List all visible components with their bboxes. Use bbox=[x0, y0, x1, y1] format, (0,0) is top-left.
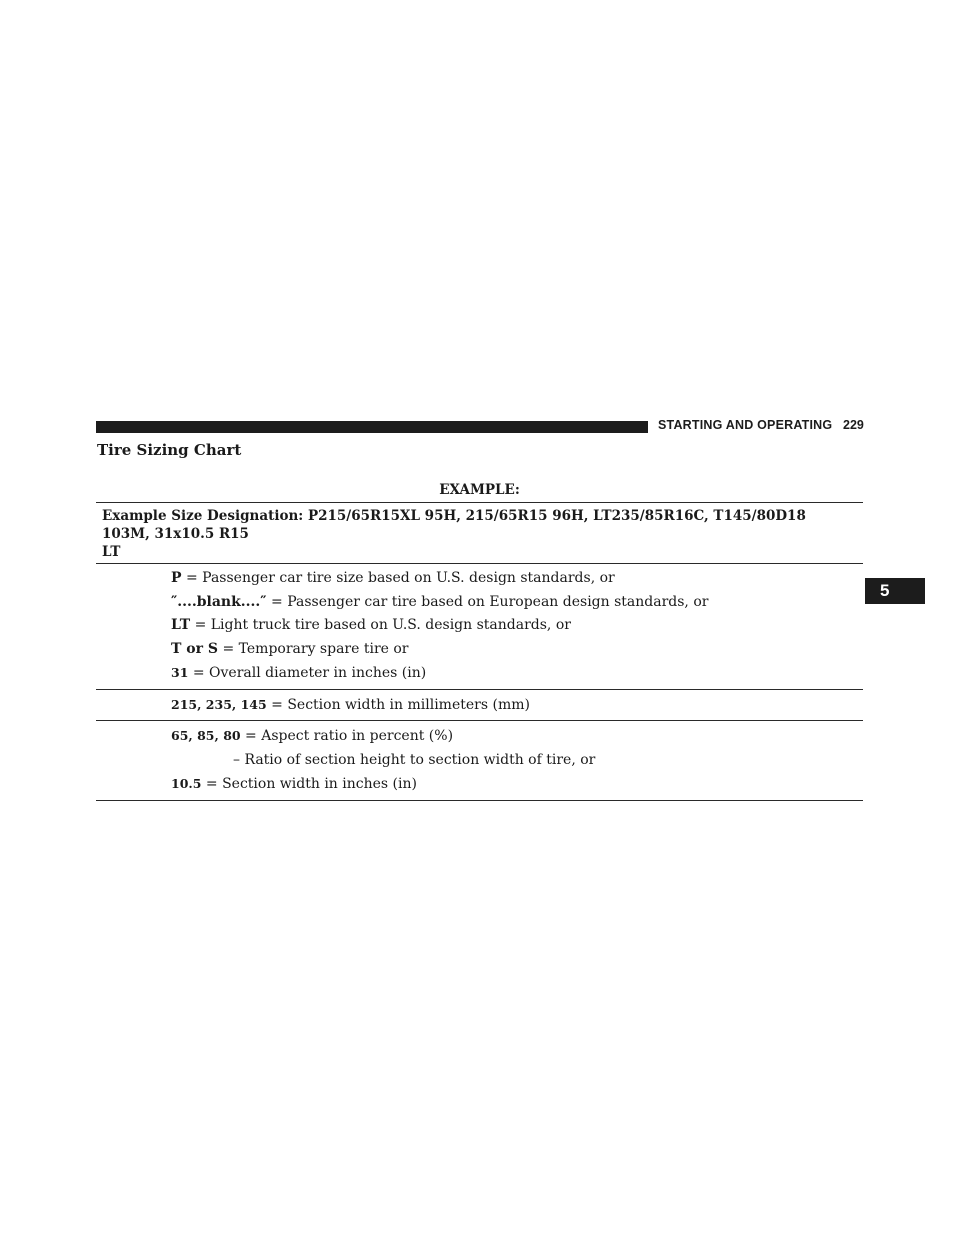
table-row bbox=[96, 749, 863, 773]
table-group bbox=[96, 721, 863, 800]
row-description: = Aspect ratio in percent (%) bbox=[240, 728, 454, 744]
row-term: ″....blank....″ bbox=[171, 593, 267, 610]
chapter-tab: 5 bbox=[865, 578, 925, 604]
row-term: 31 bbox=[171, 665, 189, 680]
row-term: 65, 85, 80 bbox=[171, 728, 241, 743]
row-term: T or S bbox=[171, 640, 218, 657]
table-row bbox=[96, 567, 863, 591]
row-description: = Passenger car tire size based on U.S. design standards, or bbox=[181, 570, 615, 586]
table-row bbox=[96, 724, 863, 749]
table-bottom-rule bbox=[96, 800, 863, 801]
table-row bbox=[96, 638, 863, 662]
row-term: 10.5 bbox=[171, 776, 202, 791]
page-number: 229 bbox=[843, 418, 864, 432]
row-term: LT bbox=[171, 617, 191, 633]
size-designation-line: Example Size Designation: P215/65R15XL 95H, 215/65R15 96H, LT235/85R16C, T145/80D18 103M, 31x10.5 R15 bbox=[102, 508, 806, 542]
row-description: = Passenger car tire based on European design standards, or bbox=[266, 593, 709, 610]
table-row bbox=[96, 614, 863, 638]
row-description: – Ratio of section height to section width of tire, or bbox=[233, 751, 596, 768]
table-group bbox=[96, 564, 863, 689]
table-row bbox=[96, 591, 863, 615]
section-title: Tire Sizing Chart bbox=[97, 441, 242, 459]
size-designation bbox=[96, 503, 863, 563]
row-description: = Overall diameter in inches (in) bbox=[188, 665, 427, 681]
row-description: = Section width in inches (in) bbox=[201, 776, 417, 792]
row-description: = Light truck tire based on U.S. design standards, or bbox=[190, 617, 571, 633]
table-row bbox=[96, 772, 863, 797]
table-row bbox=[96, 693, 863, 718]
header-bar bbox=[96, 421, 648, 433]
table-row bbox=[96, 661, 863, 686]
running-header-section: STARTING AND OPERATING bbox=[658, 418, 833, 432]
size-designation-line: LT bbox=[102, 544, 121, 560]
row-description: = Temporary spare tire or bbox=[218, 640, 409, 657]
row-term: P bbox=[171, 570, 182, 586]
tire-sizing-table bbox=[96, 478, 863, 801]
table-caption: EXAMPLE: bbox=[439, 482, 520, 498]
row-description: = Section width in millimeters (mm) bbox=[266, 696, 530, 713]
table-group bbox=[96, 690, 863, 721]
row-term: 215, 235, 145 bbox=[171, 696, 267, 712]
